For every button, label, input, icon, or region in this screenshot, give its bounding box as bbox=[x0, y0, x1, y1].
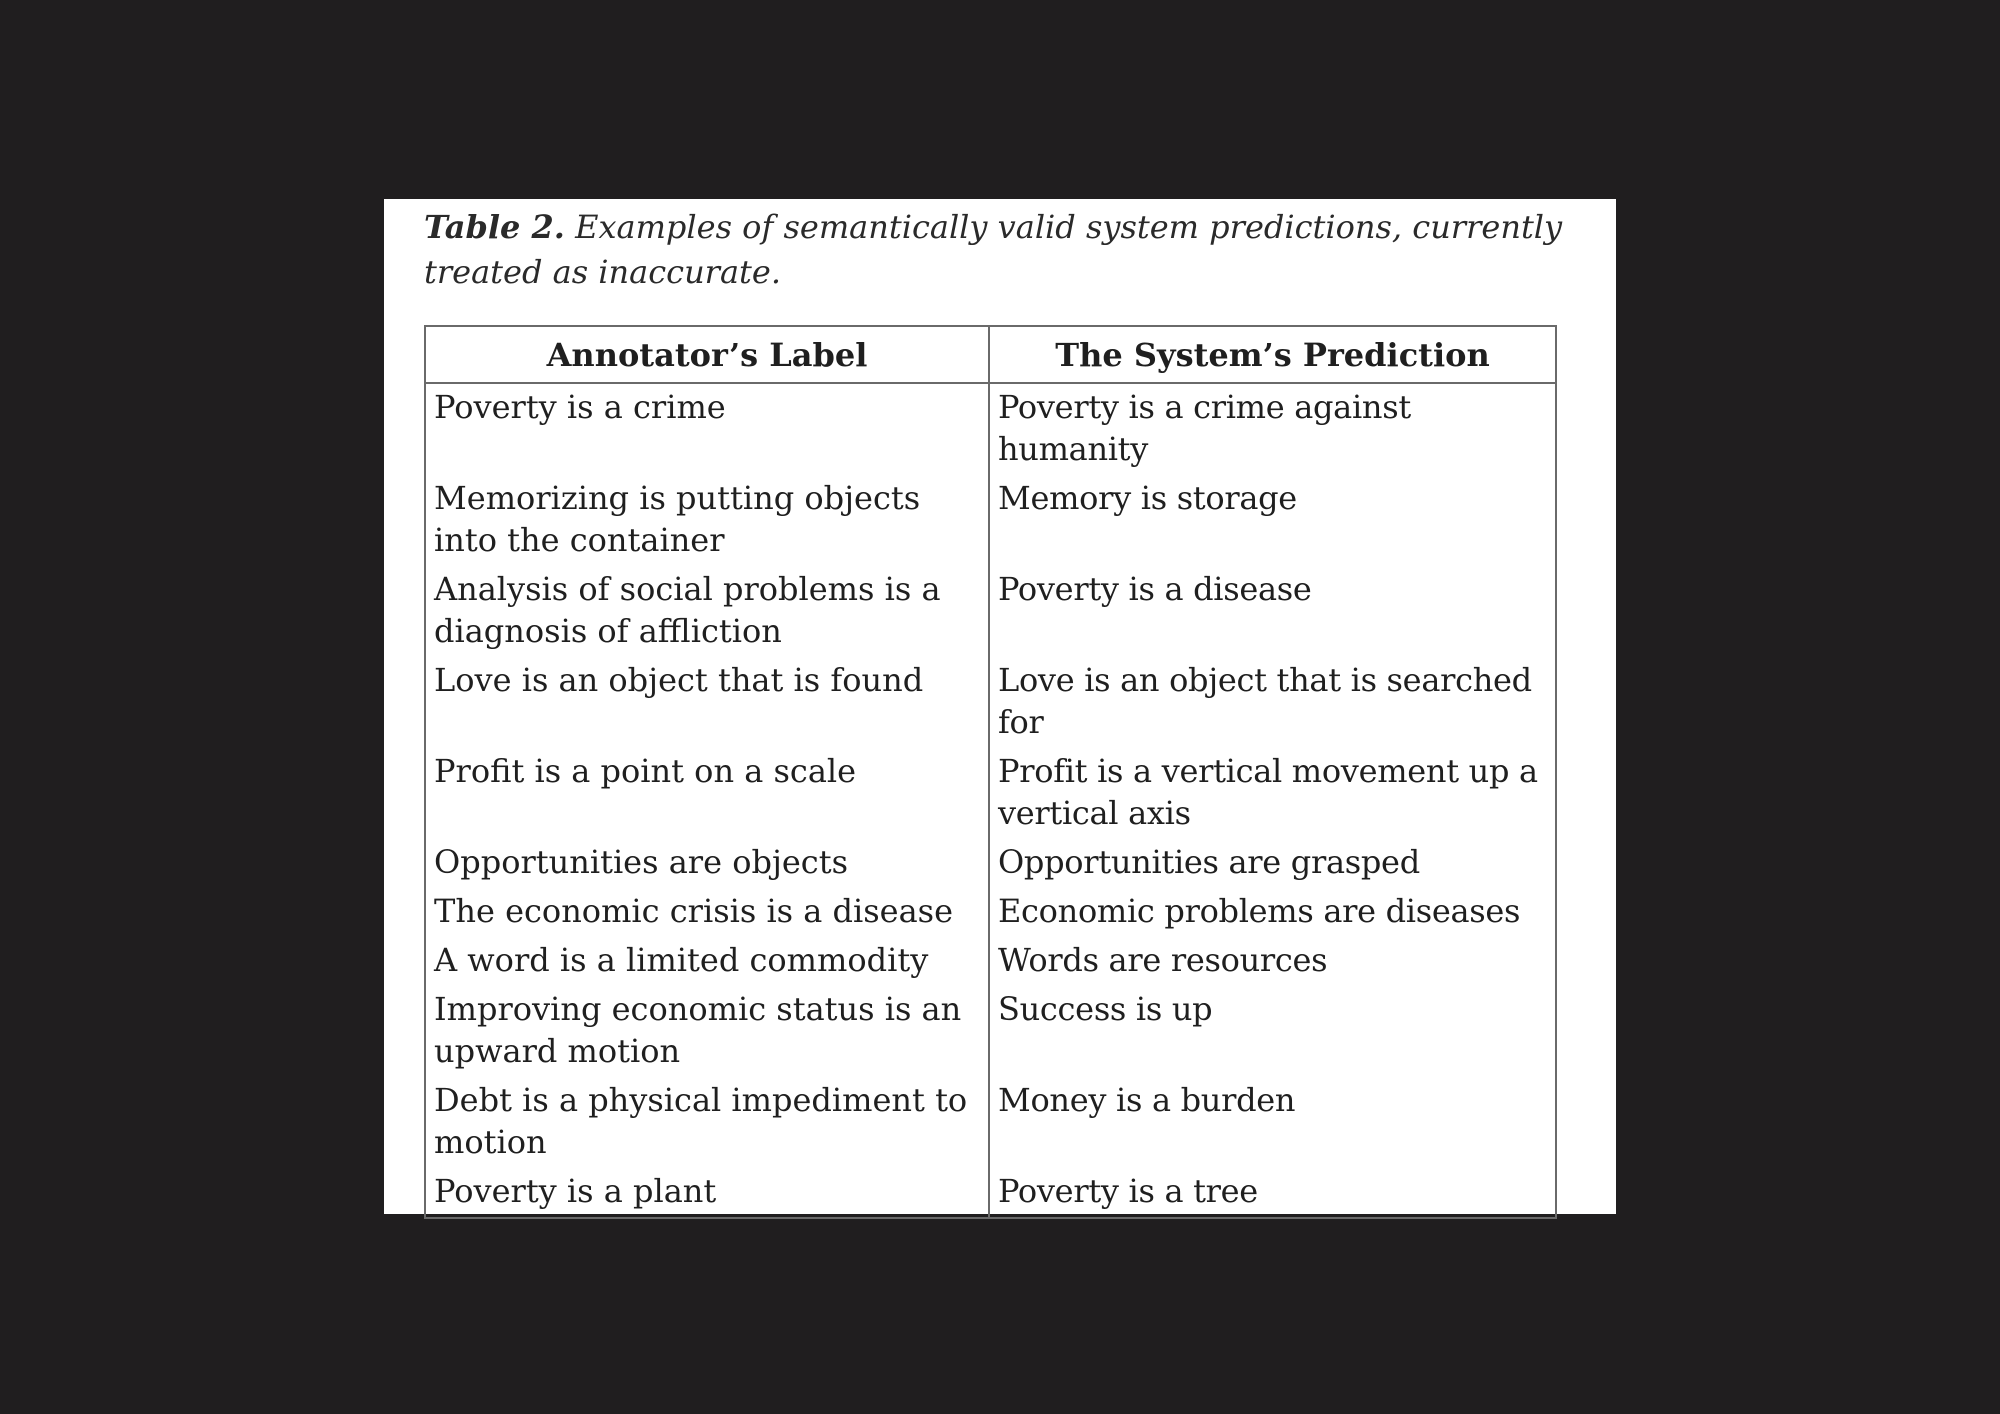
annotator-label-cell: Debt is a physical impediment to motion bbox=[425, 1077, 989, 1168]
header-row bbox=[425, 326, 1556, 383]
system-prediction-cell: Poverty is a crime against humanity bbox=[998, 388, 1411, 468]
annotator-label-cell: Opportunities are objects bbox=[425, 839, 989, 888]
system-prediction-cell: Love is an object that is searched for bbox=[998, 661, 1532, 741]
column-header-system-prediction: The System’s Prediction bbox=[989, 326, 1556, 383]
annotator-label-cell: Improving economic status is an upward motion bbox=[425, 986, 989, 1077]
annotator-label-cell: Poverty is a crime bbox=[425, 383, 989, 475]
table-caption bbox=[424, 205, 1574, 295]
table-row bbox=[425, 383, 1556, 475]
table-row bbox=[425, 888, 1556, 937]
document-page bbox=[384, 199, 1616, 1214]
annotator-label-cell: A word is a limited commodity bbox=[425, 937, 989, 986]
table-row bbox=[425, 1168, 1556, 1218]
table-row bbox=[425, 839, 1556, 888]
annotator-label-cell: Poverty is a plant bbox=[425, 1168, 989, 1218]
table-row bbox=[425, 1077, 1556, 1168]
caption-label: Table 2. bbox=[424, 208, 565, 246]
table-row bbox=[425, 748, 1556, 839]
system-prediction-cell: Opportunities are grasped bbox=[998, 843, 1420, 881]
table-row bbox=[425, 475, 1556, 566]
caption-text: Examples of semantically valid system predictions, currently treated as inaccurate. bbox=[424, 208, 1563, 291]
system-prediction-cell: Poverty is a disease bbox=[998, 570, 1312, 608]
annotator-label-cell: Analysis of social problems is a diagnosis of affliction bbox=[425, 566, 989, 657]
table-row bbox=[425, 566, 1556, 657]
annotator-label-cell: Love is an object that is found bbox=[425, 657, 989, 748]
annotator-label-cell: The economic crisis is a disease bbox=[425, 888, 989, 937]
system-prediction-cell: Poverty is a tree bbox=[998, 1172, 1258, 1210]
system-prediction-cell: Words are resources bbox=[998, 941, 1328, 979]
table-row bbox=[425, 657, 1556, 748]
system-prediction-cell: Economic problems are diseases bbox=[998, 892, 1521, 930]
system-prediction-cell: Success is up bbox=[998, 990, 1213, 1028]
annotator-label-cell: Profit is a point on a scale bbox=[425, 748, 989, 839]
data-table bbox=[424, 325, 1557, 1219]
table-row bbox=[425, 986, 1556, 1077]
system-prediction-cell: Memory is storage bbox=[998, 479, 1297, 517]
table-row bbox=[425, 937, 1556, 986]
column-header-annotator-label: Annotator’s Label bbox=[425, 326, 989, 383]
system-prediction-cell: Money is a burden bbox=[998, 1081, 1296, 1119]
system-prediction-cell: Profit is a vertical movement up a vertical axis bbox=[998, 752, 1538, 832]
annotator-label-cell: Memorizing is putting objects into the container bbox=[425, 475, 989, 566]
